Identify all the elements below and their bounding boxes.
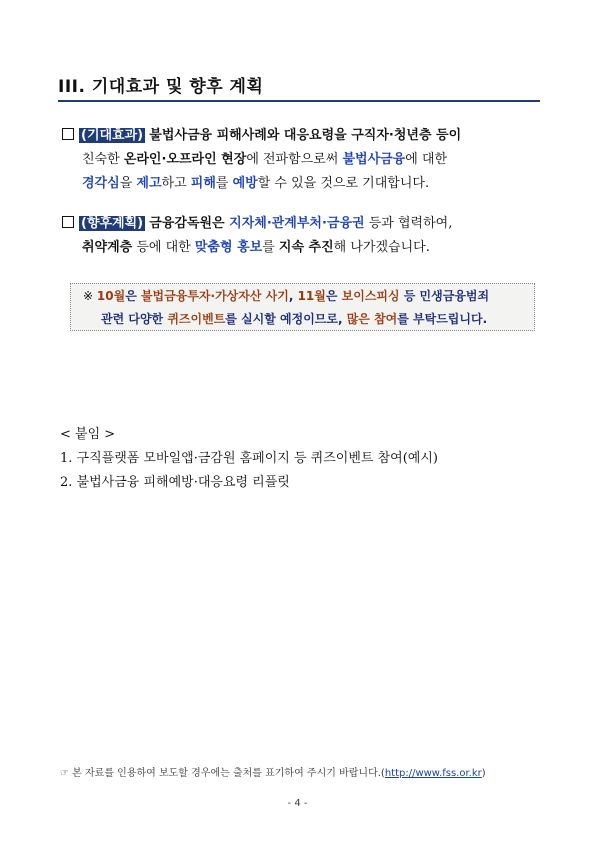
notice-highlight: 10월: [96, 289, 126, 303]
checkbox-square-icon: [62, 216, 74, 228]
expected-effect-paragraph: [62, 124, 542, 196]
p1-highlight: 불법사금융: [342, 152, 406, 167]
notice-text: 은: [325, 289, 342, 303]
p2-text: 해 나가겠습니다.: [333, 240, 430, 255]
p1-highlight: 피해: [190, 176, 216, 191]
p1-highlight: 경각심: [82, 176, 120, 191]
citation-footnote: [60, 764, 486, 779]
future-plan-tag: (향후계획): [81, 216, 144, 231]
footnote-text: ): [481, 768, 486, 779]
p2-bold: 취약계층: [82, 240, 133, 255]
p2-highlight: 지자체·관계부처·금융권: [229, 216, 365, 231]
notice-highlight: 많은 참여: [346, 312, 398, 326]
p1-highlight: 제고: [136, 176, 162, 191]
attachments-list: [60, 423, 438, 495]
p1-text: 할 수 있을 것으로 기대합니다.: [257, 176, 430, 191]
notice-highlight: 11월: [297, 289, 326, 303]
notice-highlight: 보이스피싱: [341, 289, 400, 303]
expected-effect-tag: (기대효과): [81, 128, 144, 143]
notice-text: 은: [125, 289, 141, 303]
notice-text: 등 민생금융범죄: [399, 289, 490, 303]
title-divider: [58, 100, 540, 102]
p1-line1: 불법사금융 피해사례와 대응요령을 구직자·청년층 등이: [149, 128, 462, 143]
notice-highlight: 퀴즈이벤트: [167, 312, 226, 326]
p1-text: 친숙한: [82, 152, 124, 167]
notice-text: 관련 다양한: [101, 312, 168, 326]
fss-website-link[interactable]: http://www.fss.or.kr: [384, 768, 482, 779]
p2-text: 등에 대한: [132, 240, 195, 255]
p1-text: 을: [119, 176, 137, 191]
notice-text: 를 실시할 예정이므로,: [225, 312, 347, 326]
p2-bold: 금융감독원은: [149, 216, 230, 231]
checkbox-square-icon: [62, 128, 74, 140]
attachments-heading: < 붙임 >: [60, 427, 116, 442]
p1-bold: 온라인·오프라인 현장: [123, 152, 247, 167]
p1-text: 에 대한: [405, 152, 448, 167]
attachment-item: 1. 구직플랫폼 모바일앱·금감원 홈페이지 등 퀴즈이벤트 참여(예시): [60, 451, 438, 466]
notice-text: ,: [288, 289, 298, 303]
p2-highlight: 맞춤형 홍보: [194, 240, 263, 255]
p1-highlight: 예방: [232, 176, 258, 191]
page-number: - 4 -: [287, 798, 308, 809]
p1-text: 에 전파함으로써: [246, 152, 343, 167]
footnote-text: 본 자료를 인용하여 보도할 경우에는 출처를 표기하여 주시기 바랍니다.(: [72, 768, 385, 779]
quiz-event-notice-box: [70, 283, 535, 331]
notice-text: 를 부탁드립니다.: [397, 312, 488, 326]
p2-bold: 지속 추진: [278, 240, 334, 255]
attachment-item: 2. 불법사금융 피해예방·대응요령 리플릿: [60, 475, 290, 490]
reference-mark: ※: [83, 289, 94, 303]
p2-text: 를: [262, 240, 279, 255]
hand-pointer-icon: ☞: [60, 768, 69, 779]
notice-highlight: 불법금융투자·가상자산 사기: [140, 289, 289, 303]
p1-text: 하고: [161, 176, 191, 191]
section-title: III. 기대효과 및 향후 계획: [58, 77, 264, 97]
future-plan-paragraph: [62, 212, 542, 260]
p1-text: 를: [215, 176, 233, 191]
p2-text: 등과 협력하여,: [364, 216, 453, 231]
